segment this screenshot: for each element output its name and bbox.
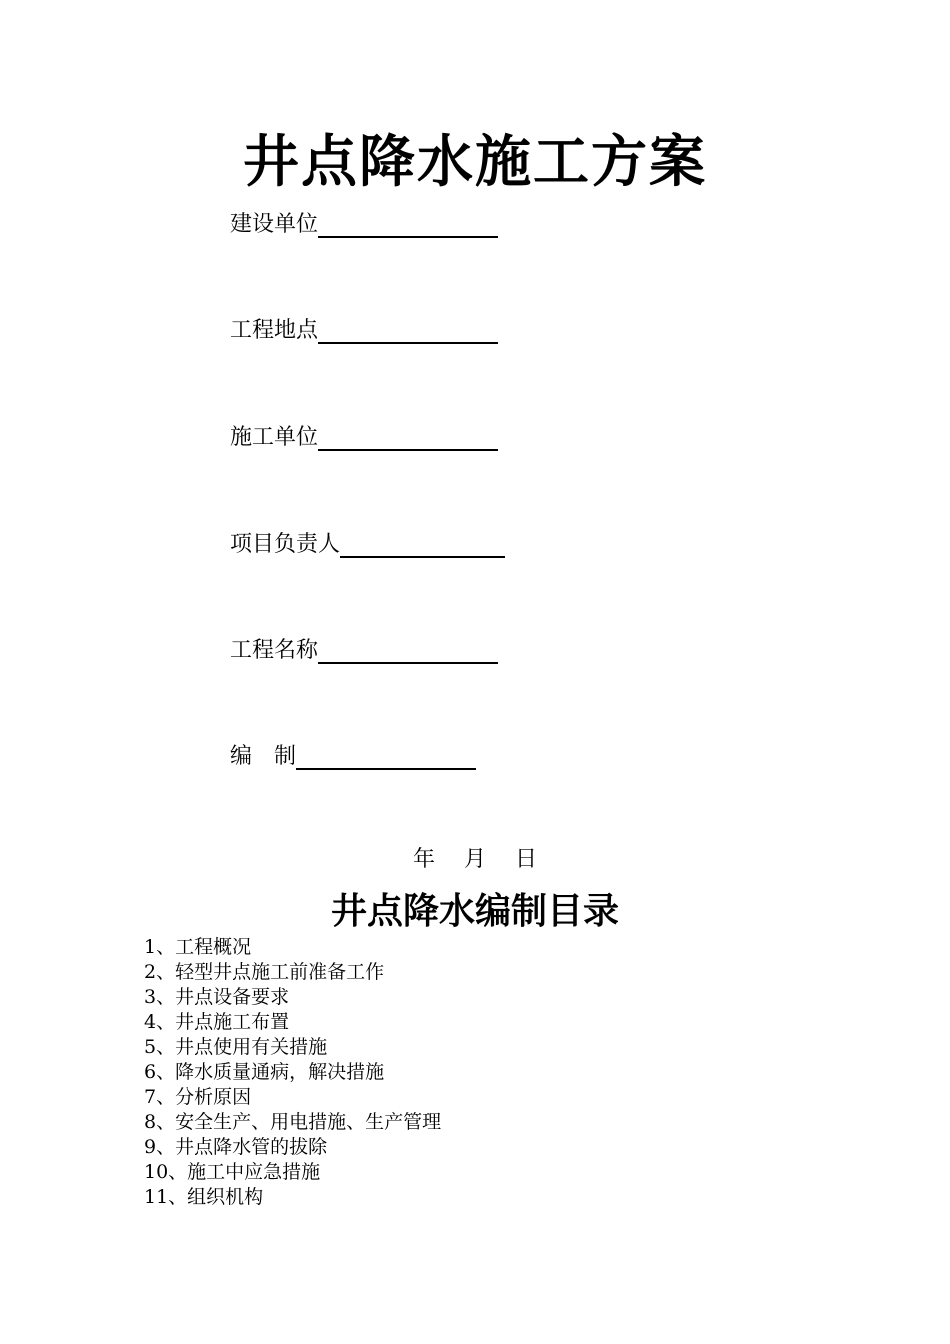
toc-item: 5、井点使用有关措施 [144, 1036, 328, 1058]
field-compiled-by [230, 742, 476, 772]
field-contractor [230, 423, 498, 453]
date-line: 年 月 日 [413, 847, 537, 872]
fill-in-line [340, 530, 505, 558]
toc-list [144, 935, 441, 1210]
toc-item: 11、组织机构 [144, 1186, 264, 1208]
field-label: 项目负责人 [230, 532, 341, 557]
field-project-location [230, 316, 498, 346]
toc-item: 9、井点降水管的拔除 [144, 1136, 328, 1158]
toc-item: 2、轻型井点施工前准备工作 [144, 961, 385, 983]
fill-in-line [296, 742, 476, 770]
field-label: 工程地点 [230, 318, 319, 343]
fill-in-line [318, 636, 498, 664]
fill-in-line [318, 423, 498, 451]
field-label: 施工单位 [230, 425, 319, 450]
field-project-manager [230, 530, 505, 560]
field-project-name [230, 636, 498, 666]
toc-item: 3、井点设备要求 [144, 986, 290, 1008]
toc-item: 4、井点施工布置 [144, 1011, 290, 1033]
field-construction-unit [230, 210, 498, 240]
toc-title: 井点降水编制目录 [330, 891, 619, 932]
document-title: 井点降水施工方案 [243, 130, 707, 195]
field-label: 建设单位 [230, 212, 319, 237]
field-label: 编 制 [230, 744, 297, 769]
toc-item: 6、降水质量通病，解决措施 [144, 1061, 385, 1083]
field-label: 工程名称 [230, 638, 319, 663]
toc-item: 1、工程概况 [144, 936, 252, 958]
toc-item: 7、分析原因 [144, 1086, 252, 1108]
fill-in-line [318, 316, 498, 344]
toc-item: 10、施工中应急措施 [144, 1161, 321, 1183]
toc-item: 8、安全生产、用电措施、生产管理 [144, 1111, 442, 1133]
fill-in-line [318, 210, 498, 238]
